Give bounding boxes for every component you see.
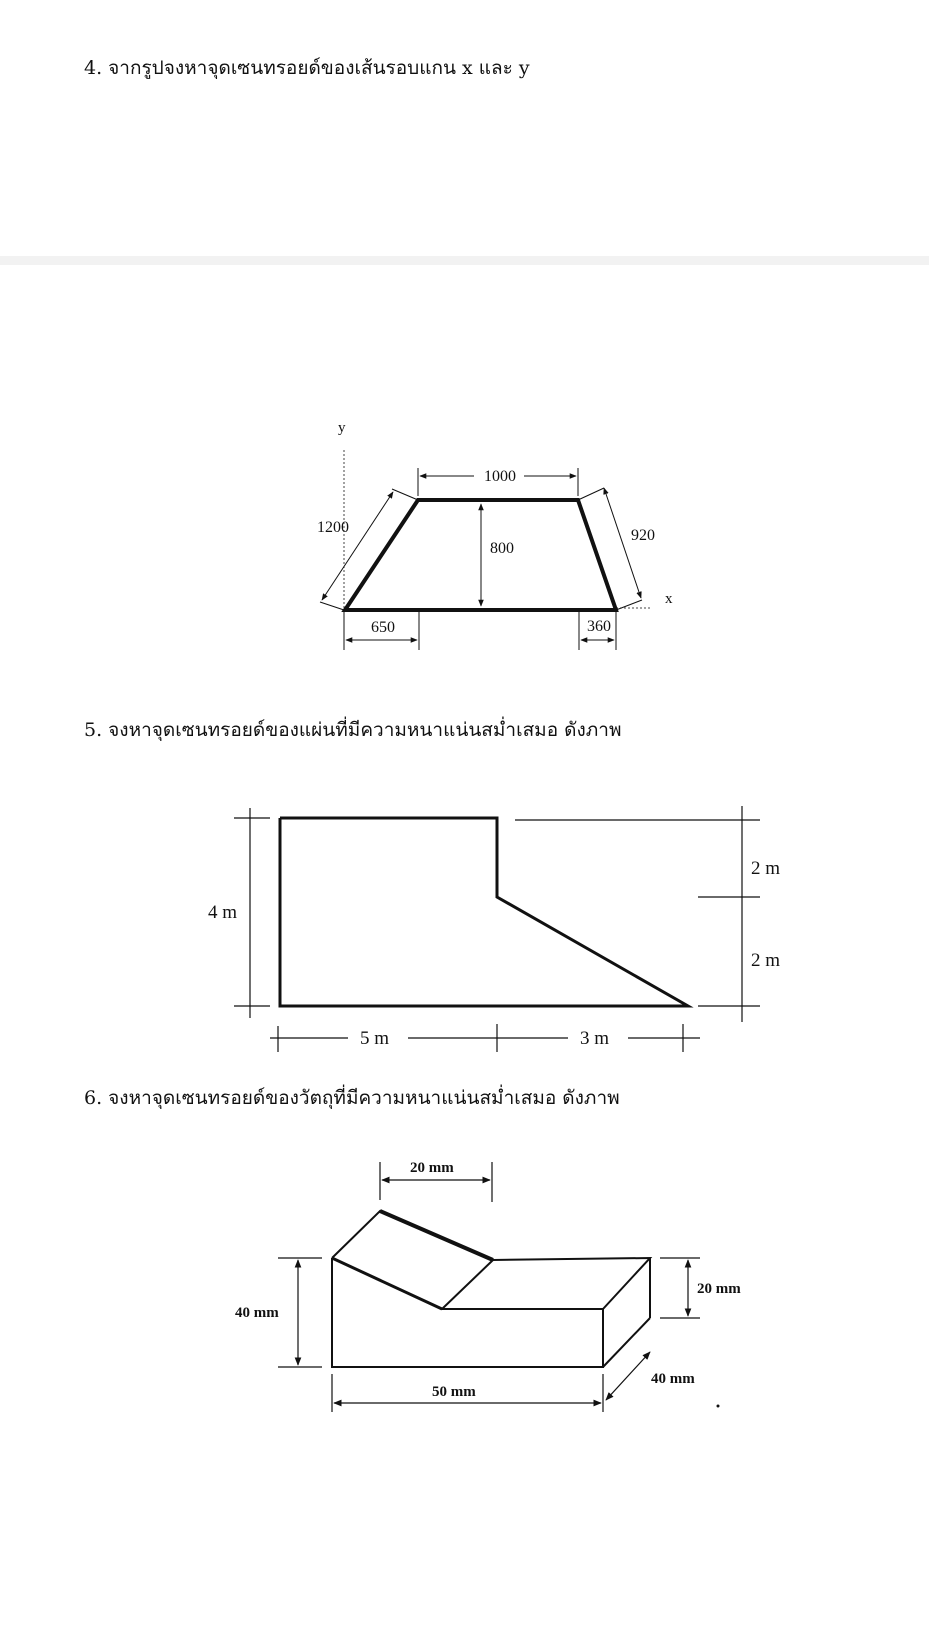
- question-6-text: 6. จงหาจุดเซนทรอยด์ของวัตถุที่มีความหนาแน่นสม่ำเสมอ ดังภาพ: [84, 1087, 620, 1109]
- q4-y-axis-label: y: [338, 420, 346, 436]
- q6-right-height-label: 20 mm: [697, 1281, 741, 1297]
- question-5-text: 5. จงหาจุดเซนทรอยด์ของแผ่นที่มีความหนาแน่นสม่ำเสมอ ดังภาพ: [84, 719, 622, 741]
- q4-top-width-label: 1000: [484, 468, 516, 485]
- q4-height-label: 800: [490, 540, 514, 557]
- q4-x-axis-label: x: [665, 591, 673, 607]
- q4-left-side-label: 1200: [317, 519, 349, 536]
- q6-top-width-label: 20 mm: [410, 1160, 454, 1176]
- q4-bottom-right-label: 360: [587, 618, 611, 635]
- q4-right-side-label: 920: [631, 527, 655, 544]
- q5-upper-right-label: 2 m: [751, 858, 781, 879]
- figure-q4-trapezoid-diagram: [300, 410, 680, 660]
- q6-depth-label: 40 mm: [651, 1371, 695, 1387]
- figure-q5-plate-diagram: [200, 800, 800, 1055]
- q5-bottom-right-label: 3 m: [580, 1028, 610, 1049]
- q6-left-height-label: 40 mm: [235, 1305, 279, 1321]
- page-separator: [0, 256, 929, 265]
- q5-lower-right-label: 2 m: [751, 950, 781, 971]
- q4-bottom-left-label: 650: [371, 619, 395, 636]
- q5-height-label: 4 m: [208, 902, 238, 923]
- q5-bottom-left-label: 5 m: [360, 1028, 390, 1049]
- figure-q6-block-diagram: [225, 1140, 765, 1420]
- q6-bottom-length-label: 50 mm: [432, 1384, 476, 1400]
- question-4-text: 4. จากรูปจงหาจุดเซนทรอยด์ของเส้นรอบแกน x และ y: [84, 57, 530, 79]
